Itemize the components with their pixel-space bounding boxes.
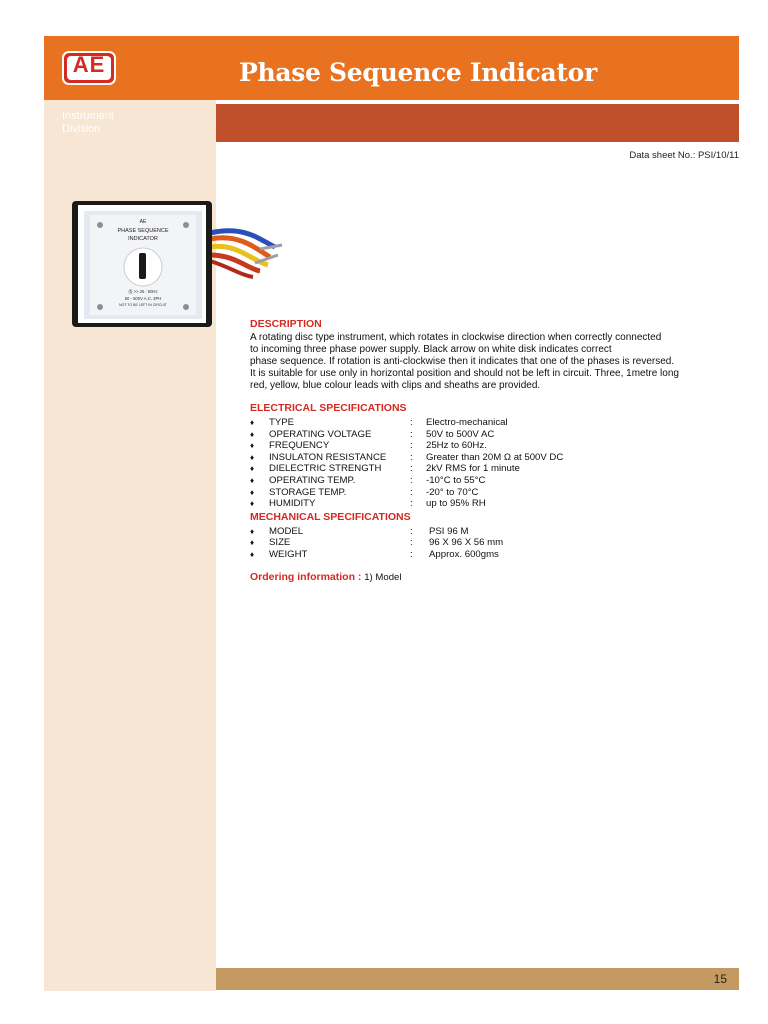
subheader-bar xyxy=(216,104,739,142)
phase-sequence-indicator-illustration xyxy=(70,195,285,335)
spec-separator: : xyxy=(410,548,413,560)
spec-label: HUMIDITY xyxy=(269,498,316,510)
division-line-2: Division xyxy=(62,123,101,135)
spec-separator: : xyxy=(410,498,413,510)
bullet-icon: ♦ xyxy=(250,418,255,427)
spec-separator: : xyxy=(410,525,413,537)
page-number: 15 xyxy=(713,972,727,986)
spec-separator: : xyxy=(410,474,413,486)
spec-label: SIZE xyxy=(269,537,291,549)
page-title: Phase Sequence Indicator xyxy=(239,58,597,87)
spec-separator: : xyxy=(410,440,413,452)
spec-row xyxy=(250,487,740,499)
spec-row xyxy=(250,440,740,452)
spec-separator: : xyxy=(410,537,413,549)
description-line: phase sequence. If rotation is anti-clockwise then it indicates that one of the phases is reversed. xyxy=(250,356,675,367)
mechanical-specs-list xyxy=(250,526,740,561)
description-text xyxy=(250,332,740,392)
bullet-icon: ♦ xyxy=(250,526,255,536)
bullet-icon: ♦ xyxy=(250,452,255,462)
electrical-specs-heading: ELECTRICAL SPECIFICATIONS xyxy=(250,402,407,414)
spec-value: 2kV RMS for 1 minute xyxy=(426,463,520,475)
spec-separator: : xyxy=(410,451,413,463)
spec-row xyxy=(250,417,740,429)
spec-row xyxy=(250,498,740,510)
spec-value: Electro-mechanical xyxy=(426,417,508,428)
spec-value: PSI 96 M xyxy=(429,525,469,537)
description-heading: DESCRIPTION xyxy=(250,318,322,330)
spec-row xyxy=(250,549,740,561)
spec-label: WEIGHT xyxy=(269,548,308,560)
device-line-1: PHASE SEQUENCE xyxy=(117,228,169,234)
device-brand: AE xyxy=(139,219,147,225)
device-spec-3: NOT TO BE LEFT IN CIRCUIT xyxy=(119,303,167,307)
ae-logo xyxy=(62,51,116,85)
spec-value: Approx. 600gms xyxy=(429,548,499,560)
device-spec-1: (f) >> 25 : 60Hz xyxy=(128,289,158,294)
bullet-icon: ♦ xyxy=(250,475,255,485)
spec-separator: : xyxy=(410,486,413,498)
spec-label: OPERATING VOLTAGE xyxy=(269,428,372,440)
spec-value: -10°C to 55°C xyxy=(426,474,486,486)
footer-bar xyxy=(216,968,739,990)
mechanical-specs-heading: MECHANICAL SPECIFICATIONS xyxy=(250,510,411,523)
division-line-1: Instrument xyxy=(62,110,114,122)
description-line: to incoming three phase power supply. Black arrow on white disk indicates correct xyxy=(250,344,612,355)
spec-value: 25Hz to 60Hz. xyxy=(426,440,487,452)
spec-label: INSULATON RESISTANCE xyxy=(269,451,387,463)
bullet-icon: ♦ xyxy=(250,464,255,474)
datasheet-number: Data sheet No.: PSI/10/11 xyxy=(629,150,739,161)
ae-logo-text: AE xyxy=(72,52,106,77)
spec-label: TYPE xyxy=(269,417,295,428)
spec-row xyxy=(250,452,740,464)
bullet-icon: ♦ xyxy=(250,441,255,451)
spec-value: up to 95% RH xyxy=(426,498,486,510)
spec-row xyxy=(250,526,740,538)
spec-label: OPERATING TEMP. xyxy=(269,474,356,486)
division-label xyxy=(62,110,114,136)
electrical-specs-list xyxy=(250,417,740,510)
bullet-icon: ♦ xyxy=(250,499,255,509)
description-line: red, yellow, blue colour leads with clips and sheaths are provided. xyxy=(250,380,541,391)
spec-separator: : xyxy=(410,463,413,475)
bullet-icon: ♦ xyxy=(250,429,255,439)
description-line: A rotating disc type instrument, which rotates in clockwise direction when correctly connected xyxy=(250,332,662,343)
spec-value: Greater than 20M Ω at 500V DC xyxy=(426,451,564,463)
bullet-icon: ♦ xyxy=(250,549,255,559)
device-line-2: INDICATOR xyxy=(128,236,158,242)
content xyxy=(250,318,740,583)
spec-label: STORAGE TEMP. xyxy=(269,486,347,498)
spec-separator: : xyxy=(410,417,413,428)
bullet-icon: ♦ xyxy=(250,538,255,548)
bullet-icon: ♦ xyxy=(250,487,255,497)
spec-row xyxy=(250,463,740,475)
spec-label: DIELECTRIC STRENGTH xyxy=(269,463,382,475)
spec-row xyxy=(250,475,740,487)
description-line: It is suitable for use only in horizontal position and should not be left in circuit. Three, 1metre long xyxy=(250,368,679,379)
product-image xyxy=(70,195,285,335)
ordering-information xyxy=(250,571,740,583)
spec-value: 50V to 500V AC xyxy=(426,428,495,440)
spec-separator: : xyxy=(410,428,413,440)
spec-row xyxy=(250,537,740,549)
ordering-value: 1) Model xyxy=(364,571,402,583)
spec-label: FREQUENCY xyxy=(269,440,330,452)
ordering-heading: Ordering information : xyxy=(250,570,362,583)
spec-value: -20° to 70°C xyxy=(426,486,479,498)
spec-row xyxy=(250,429,740,441)
spec-label: MODEL xyxy=(269,525,304,537)
device-spec-2: 50 - 500V A.C. 3PH xyxy=(124,296,162,301)
spec-value: 96 X 96 X 56 mm xyxy=(429,537,504,549)
